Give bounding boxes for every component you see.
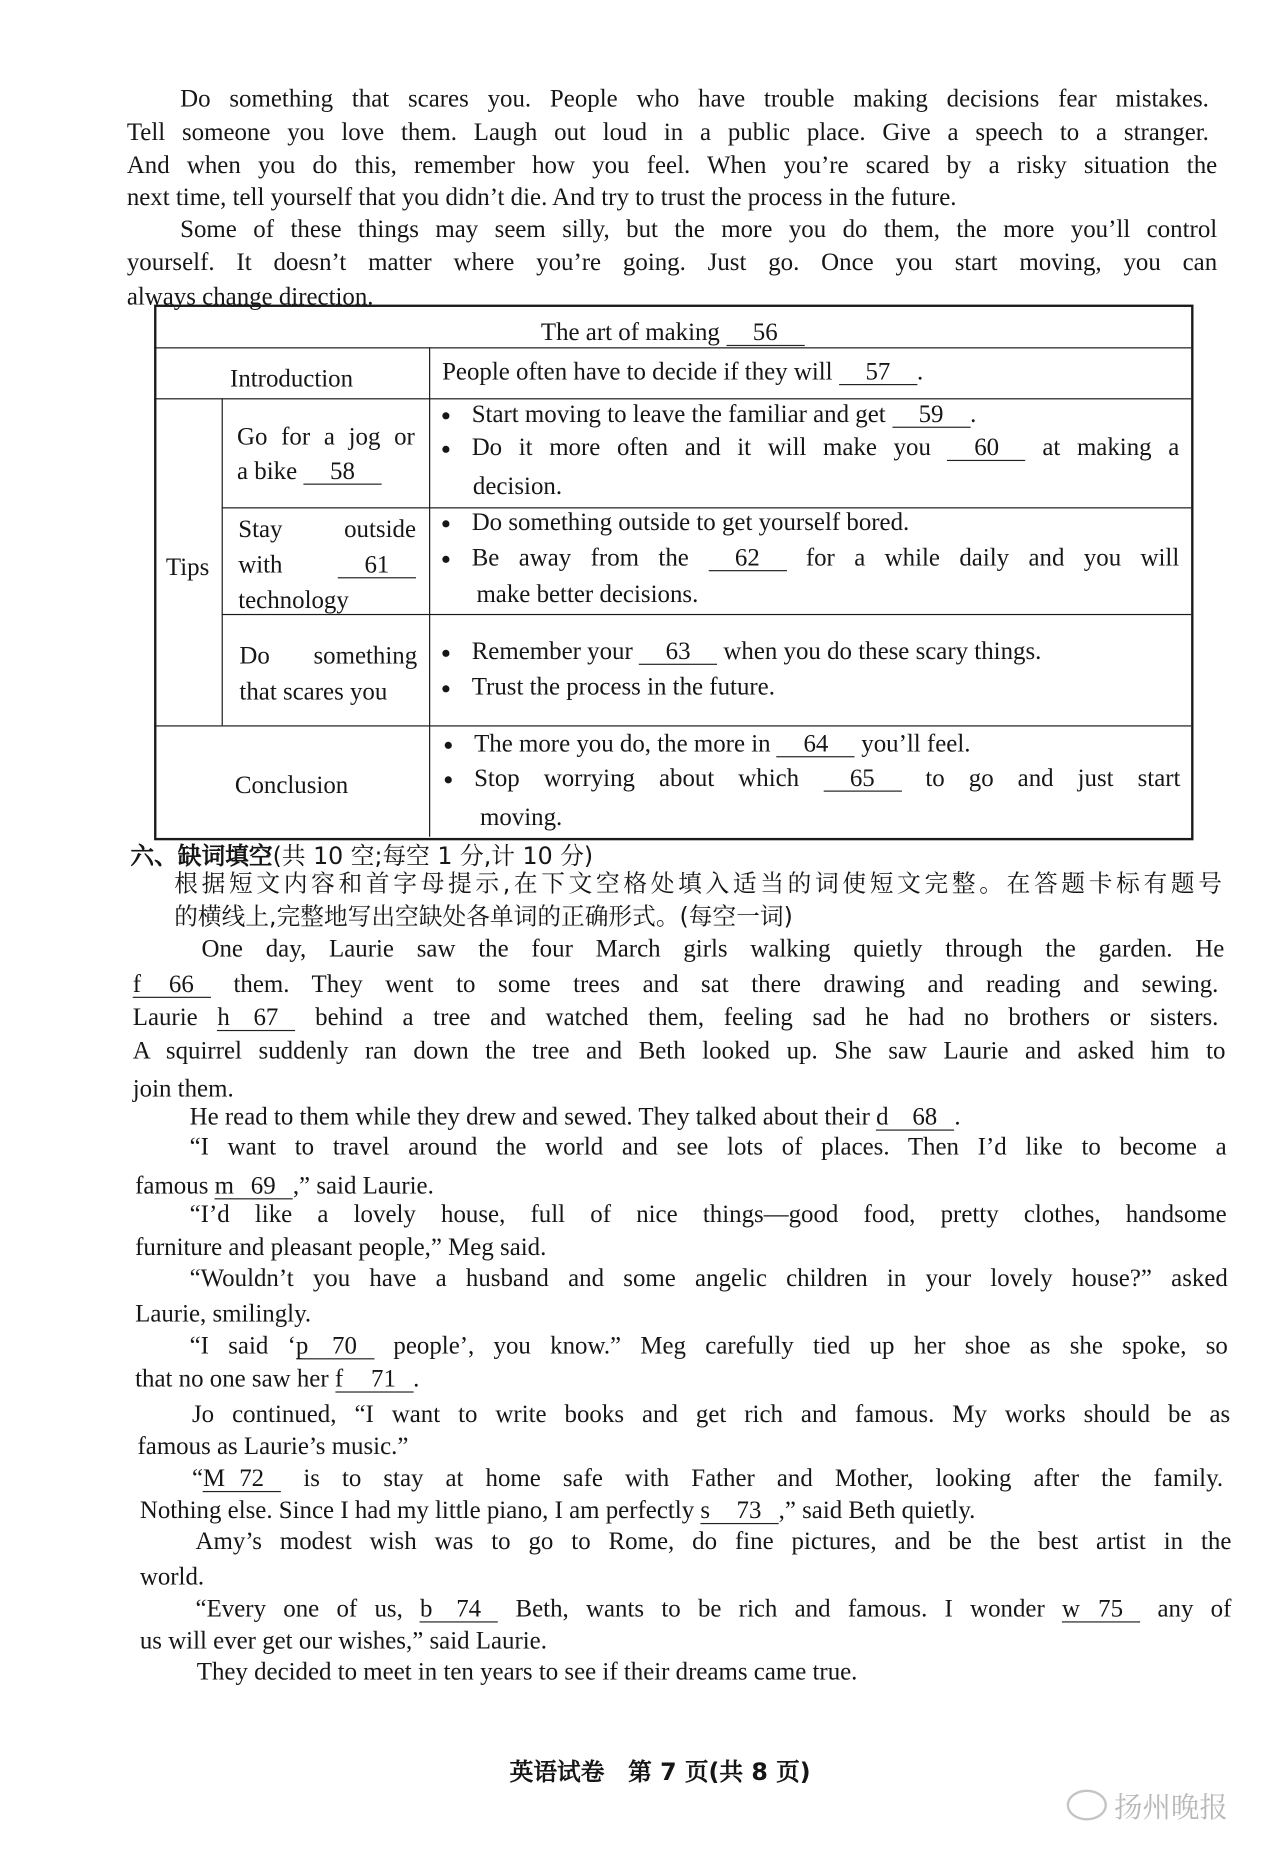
text: make better decisions. xyxy=(476,579,699,609)
passage-line xyxy=(140,1560,496,1593)
blank-hint-letter: p xyxy=(295,1330,309,1360)
text: technology xyxy=(238,585,349,614)
text: that no one saw her xyxy=(135,1364,335,1393)
tips-label xyxy=(166,550,225,583)
blank-number: 72 xyxy=(239,1463,265,1493)
text: is to stay at home safe with Father and Mother, looking after the family. xyxy=(281,1463,1224,1493)
text: Do something outside to get yourself bored. xyxy=(471,507,910,536)
passage-line xyxy=(135,1362,728,1395)
text: when you do these scary things. xyxy=(717,636,1042,665)
passage-line xyxy=(127,115,1209,148)
bullet-icon: ● xyxy=(440,440,451,459)
bullet-icon: ● xyxy=(440,644,451,663)
tip-bullet-cont xyxy=(473,469,1066,502)
tip-bullet-cont xyxy=(476,577,1069,610)
passage-line xyxy=(180,212,1217,245)
text: you’ll feel. xyxy=(855,728,971,758)
text: furniture and pleasant people,” Meg said. xyxy=(135,1232,547,1262)
passage-line xyxy=(135,1230,846,1263)
text: Remember your xyxy=(471,636,639,665)
blank-hint-letter: d xyxy=(876,1102,889,1131)
text: Start moving to leave the familiar and get xyxy=(471,399,892,428)
text: Jo continued, “I want to write books and get rich and famous. My works should be as xyxy=(192,1399,1231,1429)
text: ,” said Laurie. xyxy=(292,1170,434,1200)
answer-blank[interactable] xyxy=(217,1004,295,1031)
blank-number: 57 xyxy=(865,356,891,386)
answer-blank[interactable] xyxy=(296,1332,374,1359)
text: Nothing else. Since I had my little piano, I am perfectly xyxy=(139,1495,701,1525)
answer-blank[interactable] xyxy=(338,551,416,578)
answer-blank[interactable] xyxy=(823,764,901,791)
passage-line xyxy=(190,1261,1228,1294)
text: for a while daily and you will xyxy=(786,542,1180,572)
passage-line xyxy=(133,1033,1226,1066)
blank-hint-letter: h xyxy=(217,1002,230,1032)
passage-line xyxy=(135,1297,609,1330)
tip-bullet xyxy=(441,430,1179,463)
text: Do something that scares you. People who have trouble making decisions fear mistakes. xyxy=(180,84,1209,113)
section-instruction: 根据短文内容和首字母提示,在下文空格处填入适当的词使短文完整。在答题卡标有题号 xyxy=(174,868,1222,898)
blank-number: 63 xyxy=(665,636,691,665)
blank-number: 58 xyxy=(330,456,355,485)
passage-line xyxy=(190,1197,1227,1230)
text: join them. xyxy=(132,1073,234,1103)
text: The art of making xyxy=(540,317,727,347)
answer-blank[interactable] xyxy=(203,1465,281,1492)
answer-blank[interactable] xyxy=(215,1172,293,1199)
text: “I’d like a lovely house, full of nice things—good food, pretty clothes, handsome xyxy=(189,1199,1227,1228)
blank-number: 66 xyxy=(168,969,194,998)
passage-line xyxy=(140,1493,1183,1526)
text: Trust the process in the future. xyxy=(471,672,775,701)
text: Introduction xyxy=(230,363,354,393)
text: The more you do, the more in xyxy=(474,728,777,758)
text: with xyxy=(238,549,338,579)
blank-hint-letter: M xyxy=(203,1463,226,1493)
text: People often have to decide if they will xyxy=(442,356,839,386)
blank-number: 59 xyxy=(918,399,944,428)
text: And when you do this, remember how you feel. When you’re scared by a risky situation the xyxy=(126,150,1218,179)
text: “I said ‘ xyxy=(189,1330,296,1360)
text: that scares you xyxy=(239,676,388,706)
passage-line xyxy=(196,1592,1232,1625)
blank-number: 61 xyxy=(364,549,390,579)
text: them. They went to some trees and sat there drawing and reading and sewing. xyxy=(210,969,1219,998)
text: They decided to meet in ten years to see if their dreams came true. xyxy=(196,1656,858,1686)
tip-label xyxy=(238,548,416,581)
passage-line xyxy=(133,1000,1219,1033)
text: One day, Laurie saw the four March girls walking quietly through the garden. He xyxy=(201,933,1225,963)
passage-line xyxy=(197,1655,1228,1688)
section-number: 六、缺词填空 xyxy=(130,841,273,870)
answer-blank[interactable] xyxy=(708,544,786,571)
text: Do something xyxy=(239,641,418,670)
text: to go and just start xyxy=(901,763,1181,792)
text: . xyxy=(917,356,924,386)
blank-number: 73 xyxy=(736,1495,762,1525)
bullet-icon: ● xyxy=(443,771,454,790)
text: “ xyxy=(192,1463,204,1493)
answer-blank[interactable] xyxy=(700,1497,778,1524)
answer-blank[interactable] xyxy=(420,1595,498,1622)
conclusion-bullet-cont xyxy=(480,800,1073,833)
answer-blank[interactable] xyxy=(876,1103,954,1130)
answer-blank[interactable] xyxy=(1062,1595,1140,1622)
bullet-icon: ● xyxy=(440,680,451,699)
section-score: (共 10 空;每空 1 分,计 10 分) xyxy=(272,841,594,870)
answer-blank[interactable] xyxy=(303,457,381,484)
table-title xyxy=(154,315,1191,348)
blank-number: 64 xyxy=(803,728,829,758)
text: moving. xyxy=(480,802,563,831)
conclusion-label xyxy=(154,768,429,801)
tip-label xyxy=(239,639,417,672)
blank-number: 65 xyxy=(849,763,875,792)
text: “Wouldn’t you have a husband and some angelic children in your lovely house?” asked xyxy=(189,1263,1228,1292)
intro-text xyxy=(442,354,1177,387)
passage-line xyxy=(140,1624,851,1657)
tip-label xyxy=(238,583,416,616)
passage-line xyxy=(190,1129,1227,1162)
text: us will ever get our wishes,” said Laurie. xyxy=(139,1626,547,1655)
text: A squirrel suddenly ran down the tree and Beth looked up. She saw Laurie and asked him to xyxy=(132,1035,1226,1065)
blank-number: 67 xyxy=(253,1002,279,1032)
answer-blank[interactable] xyxy=(839,358,917,385)
page-footer: 英语试卷 第 7 页(共 8 页) xyxy=(509,1757,811,1787)
text: “Every one of us, xyxy=(195,1594,421,1623)
bullet-icon: ● xyxy=(440,551,451,569)
conclusion-bullet xyxy=(443,727,1178,760)
text: Tips xyxy=(165,552,210,581)
text: Stop worrying about which xyxy=(474,763,824,792)
text: . xyxy=(954,1102,961,1131)
blank-number: 75 xyxy=(1098,1594,1124,1623)
blank-number: 71 xyxy=(371,1364,396,1393)
text: decision. xyxy=(472,471,563,501)
text: Stay outside xyxy=(238,514,417,543)
wechat-icon xyxy=(1067,1790,1107,1821)
text: famous xyxy=(135,1170,215,1200)
text: Be away from the xyxy=(471,542,709,572)
text: Laurie, smilingly. xyxy=(135,1298,312,1328)
tip-bullet xyxy=(441,670,1176,703)
blank-hint-letter: b xyxy=(420,1594,433,1623)
blank-hint-letter: f xyxy=(132,969,142,998)
intro-label xyxy=(154,361,429,394)
bullet-icon: ● xyxy=(443,737,454,755)
text: He read to them while they drew and sewed. They talked about their xyxy=(189,1102,877,1131)
tip-label xyxy=(237,420,415,453)
blank-number: 69 xyxy=(250,1170,276,1200)
answer-blank[interactable] xyxy=(777,730,855,757)
blank-number: 60 xyxy=(974,432,1000,462)
blank-number: 62 xyxy=(734,542,760,572)
text: Beth, wants to be rich and famous. I wonder xyxy=(498,1594,1063,1623)
passage-line xyxy=(180,82,1209,115)
blank-number: 74 xyxy=(456,1594,482,1623)
text: always change direction. xyxy=(126,282,374,311)
passage-line xyxy=(190,1329,1228,1362)
passage-line xyxy=(192,1397,1230,1430)
tip-bullet xyxy=(441,397,1176,430)
watermark-text: 扬州晚报 xyxy=(1114,1790,1228,1825)
text: a bike xyxy=(237,456,304,485)
passage-line xyxy=(192,1461,1223,1494)
conclusion-bullet xyxy=(443,761,1180,794)
passage-line xyxy=(137,1429,730,1462)
passage-line xyxy=(127,245,1217,278)
answer-blank[interactable] xyxy=(726,319,804,346)
text: “I want to travel around the world and see lots of places. Then I’d like to become a xyxy=(189,1131,1227,1161)
blank-number: 68 xyxy=(912,1102,938,1131)
bullet-icon: ● xyxy=(440,515,451,534)
text: Amy’s modest wish was to go to Rome, do fine pictures, and be the best artist in the xyxy=(195,1526,1232,1555)
tip-bullet xyxy=(441,634,1176,667)
passage-line xyxy=(127,180,1194,213)
section-instruction: 的横线上,完整地写出空缺处各单词的正确形式。(每空一词) xyxy=(174,901,793,931)
text: people’, you know.” Meg carefully tied up her shoe as she spoke, so xyxy=(374,1330,1228,1360)
text: Do it more often and it will make you xyxy=(471,432,948,462)
passage-line xyxy=(127,148,1217,181)
text: . xyxy=(413,1364,420,1393)
text: famous as Laurie’s music.” xyxy=(137,1431,409,1461)
text: . xyxy=(970,399,977,428)
answer-blank[interactable] xyxy=(639,638,717,665)
answer-blank[interactable] xyxy=(335,1365,413,1392)
passage-line xyxy=(133,967,1219,1000)
text: behind a tree and watched them, feeling sad he had no brothers or sisters. xyxy=(295,1002,1219,1032)
watermark xyxy=(1067,1784,1228,1825)
text: any of xyxy=(1140,1594,1232,1623)
answer-blank[interactable] xyxy=(948,434,1026,461)
text: at making a xyxy=(1025,432,1180,462)
passage-line xyxy=(190,1100,1209,1133)
blank-hint-letter: f xyxy=(334,1364,344,1393)
answer-blank[interactable] xyxy=(133,971,211,998)
passage-line xyxy=(196,1524,1232,1557)
text: Laurie xyxy=(132,1002,218,1032)
bullet-icon: ● xyxy=(440,407,451,426)
tip-label xyxy=(237,454,415,487)
blank-number: 70 xyxy=(332,1330,357,1360)
passage-line xyxy=(201,932,1224,965)
blank-hint-letter: s xyxy=(700,1495,711,1525)
tip-label xyxy=(238,512,416,545)
tip-bullet xyxy=(441,505,1176,538)
text: Tell someone you love them. Laugh out loud in a public place. Give a speech to a stranger. xyxy=(126,117,1209,146)
blank-hint-letter: m xyxy=(214,1170,234,1200)
text: yourself. It doesn’t matter where you’re going. Just go. Once you start moving, you can xyxy=(126,247,1218,277)
text: world. xyxy=(139,1562,205,1591)
text: Conclusion xyxy=(234,770,349,799)
tip-bullet xyxy=(441,540,1179,573)
text: next time, tell yourself that you didn’t die. And try to trust the process in the future. xyxy=(126,182,957,211)
text: ,” said Beth quietly. xyxy=(778,1495,976,1525)
blank-hint-letter: w xyxy=(1062,1594,1080,1623)
text: Some of these things may seem silly, but the more you do them, the more you’ll control xyxy=(180,214,1218,243)
answer-blank[interactable] xyxy=(892,401,970,428)
blank-number: 56 xyxy=(752,317,778,347)
text: Go for a jog or xyxy=(237,421,415,451)
tip-label xyxy=(239,674,423,707)
